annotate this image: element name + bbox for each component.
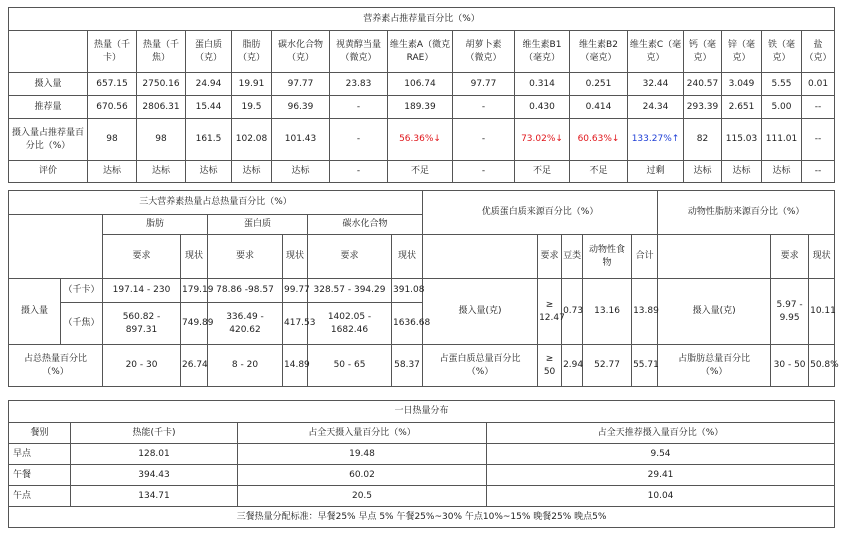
cell: 达标 [137,161,186,183]
cell: 58.37 [392,345,423,387]
cell: 560.82 - 897.31 [103,303,181,345]
cell: 98 [137,119,186,161]
header-vitc: 维生素C（毫 克） [628,31,684,73]
cell: 97.77 [272,73,330,96]
cell: 2750.16 [137,73,186,96]
cell: 749.89 [181,303,208,345]
header-vitb1: 维生素B1 （毫克） [515,31,570,73]
cell: 23.83 [330,73,388,96]
cell: - [453,96,515,119]
cell: 5.00 [762,96,802,119]
cell: 391.08 [392,279,423,303]
cell: - [330,96,388,119]
cell: 14.89 [283,345,308,387]
cell: 19.48 [238,444,487,465]
cell: 30 - 50 [771,345,809,387]
cell-low: 60.63%↓ [570,119,628,161]
cell: 达标 [722,161,762,183]
header-vita: 维生素A（微克 RAE） [388,31,453,73]
cell: 10.11 [809,279,835,345]
cell: 101.43 [272,119,330,161]
cell: 128.01 [71,444,238,465]
cell: - [330,161,388,183]
cell: 60.02 [238,465,487,486]
cell: 19.5 [232,96,272,119]
table-row [9,465,835,486]
macro-energy-title: 三大营养素热量占总热量百分比（%） [9,191,423,215]
cell: 达标 [762,161,802,183]
header-blank [9,31,88,73]
cell: 10.04 [487,486,835,507]
cell: -- [802,161,835,183]
cell: 189.39 [388,96,453,119]
cell: 3.049 [722,73,762,96]
cell: 20 - 30 [103,345,181,387]
cell: 670.56 [88,96,137,119]
cell: 179.19 [181,279,208,303]
pct-label: 占总热量百分比 （%） [9,345,103,387]
cell: 达标 [232,161,272,183]
header-kcal: 热量（千 卡） [88,31,137,73]
cell: 96.39 [272,96,330,119]
header-carb: 碳水化合物 （克） [272,31,330,73]
table-row [9,73,835,96]
cell: 达标 [684,161,722,183]
meal-name: 早点 [9,444,71,465]
header-zinc: 锌（毫 克） [722,31,762,73]
cell: 98 [88,119,137,161]
cell: 82 [684,119,722,161]
table-row [9,486,835,507]
cell: 161.5 [186,119,232,161]
header-meal: 餐别 [9,423,71,444]
header-kj: 热量（千 焦） [137,31,186,73]
row-label: 评价 [9,161,88,183]
prot-pct-label: 占蛋白质总量百分比 （%） [423,345,538,387]
cell: 102.08 [232,119,272,161]
header-protein: 蛋白质 （克） [186,31,232,73]
cell: -- [802,96,835,119]
cell: 197.14 - 230 [103,279,181,303]
cell: 0.251 [570,73,628,96]
cell: - [330,119,388,161]
cell: 134.71 [71,486,238,507]
cell: 52.77 [583,345,632,387]
cell: - [453,119,515,161]
table-row [9,444,835,465]
cell: 24.34 [628,96,684,119]
distribution-header-row [9,423,835,444]
afat-blank [658,235,771,279]
header-vitb2: 维生素B2 （毫克） [570,31,628,73]
cell: 29.41 [487,465,835,486]
daily-energy-distribution-table [8,400,835,528]
row-label: 摄入量占推荐量百分比（%） [9,119,88,161]
distribution-title: 一日热量分布 [9,401,835,423]
cell: 5.97 - 9.95 [771,279,809,345]
fat-req-header: 要求 [103,235,181,279]
cell: 20.5 [238,486,487,507]
header-salt: 盐 （克） [802,31,835,73]
row-label: 摄入量 [9,73,88,96]
cell: 2.94 [562,345,583,387]
afat-req-header: 要求 [771,235,809,279]
distribution-standard-note: 三餐热量分配标准：早餐25% 早点 5% 午餐25%~30% 午点10%~15% 晚餐25% 晚点5% [9,507,835,528]
fat-cur-header: 现状 [181,235,208,279]
cell: 9.54 [487,444,835,465]
row-label: 推荐量 [9,96,88,119]
cell: 50.8% [809,345,835,387]
table-row [9,161,835,183]
cell: 106.74 [388,73,453,96]
cell: 78.86 -98.57 [208,279,283,303]
table-row [9,96,835,119]
cell: 19.91 [232,73,272,96]
afat-intake-label: 摄入量(克) [658,279,771,345]
header-fat: 脂肪 （克） [232,31,272,73]
header-intake-pct: 占全天摄入量百分比（%） [238,423,487,444]
cell: -- [802,119,835,161]
cell: 0.01 [802,73,835,96]
cell-high: 133.27%↑ [628,119,684,161]
header-recommended-pct: 占全天推荐摄入量百分比（%） [487,423,835,444]
cell: 13.16 [583,279,632,345]
prot-animal-header: 动物性食 物 [583,235,632,279]
prot-req-header: 要求 [538,235,562,279]
cell: - [453,161,515,183]
header-carotene: 胡萝卜素 （微克） [453,31,515,73]
cell: 115.03 [722,119,762,161]
header-calcium: 钙（毫 克） [684,31,722,73]
cell: 0.73 [562,279,583,345]
cell: 2806.31 [137,96,186,119]
cell: 394.43 [71,465,238,486]
cell-low: 56.36%↓ [388,119,453,161]
cell: 336.49 - 420.62 [208,303,283,345]
cell: 32.44 [628,73,684,96]
carb-header: 碳水化合物 [308,215,423,235]
cell: 1636.68 [392,303,423,345]
animal-fat-title: 动物性脂肪来源百分比（%） [658,191,835,235]
prot-bean-header: 豆类 [562,235,583,279]
fat-header: 脂肪 [103,215,208,235]
protein-req-header: 要求 [208,235,283,279]
cell: 0.430 [515,96,570,119]
cell: 293.39 [684,96,722,119]
energy-source-table [8,190,839,387]
quality-protein-title: 优质蛋白质来源百分比（%） [423,191,658,235]
meal-name: 午餐 [9,465,71,486]
cell: 55.71 [632,345,658,387]
cell: 达标 [272,161,330,183]
cell: 111.01 [762,119,802,161]
cell: 97.77 [453,73,515,96]
header-iron: 铁（毫 克） [762,31,802,73]
header-energy: 热能(千卡) [71,423,238,444]
table-row [9,279,835,303]
nutrient-table-title: 营养素占推荐量百分比（%） [9,8,835,31]
cell: 13.89 [632,279,658,345]
cell: 5.55 [762,73,802,96]
cell: 过剩 [628,161,684,183]
protein-cur-header: 现状 [283,235,308,279]
cell: ≥ 50 [538,345,562,387]
cell: 0.414 [570,96,628,119]
meal-name: 午点 [9,486,71,507]
prot-total-header: 合计 [632,235,658,279]
cell: 不足 [515,161,570,183]
cell: 240.57 [684,73,722,96]
cell: 99.77 [283,279,308,303]
cell-low: 73.02%↓ [515,119,570,161]
nutrient-header-row [9,31,835,73]
cell: 50 - 65 [308,345,392,387]
protein-header: 蛋白质 [208,215,308,235]
kj-unit: （千焦） [61,303,103,345]
cell: 0.314 [515,73,570,96]
cell: 15.44 [186,96,232,119]
table-row [9,119,835,161]
cell: 24.94 [186,73,232,96]
carb-req-header: 要求 [308,235,392,279]
nutrient-percentage-table [8,7,835,183]
afat-cur-header: 现状 [809,235,835,279]
blank-corner [9,215,103,279]
carb-cur-header: 现状 [392,235,423,279]
cell: 8 - 20 [208,345,283,387]
cell: 26.74 [181,345,208,387]
cell: 417.53 [283,303,308,345]
kcal-unit: （千卡） [61,279,103,303]
cell: 2.651 [722,96,762,119]
table-row [9,345,835,387]
cell: 328.57 - 394.29 [308,279,392,303]
cell: 达标 [88,161,137,183]
cell: 1402.05 - 1682.46 [308,303,392,345]
cell: 达标 [186,161,232,183]
prot-blank [423,235,538,279]
cell: 不足 [388,161,453,183]
cell: ≥ 12.47 [538,279,562,345]
header-retinol: 视黄醇当量 （微克） [330,31,388,73]
cell: 657.15 [88,73,137,96]
cell: 不足 [570,161,628,183]
intake-label: 摄入量 [9,279,61,345]
afat-pct-label: 占脂肪总量百分比 （%） [658,345,771,387]
prot-intake-label: 摄入量(克) [423,279,538,345]
